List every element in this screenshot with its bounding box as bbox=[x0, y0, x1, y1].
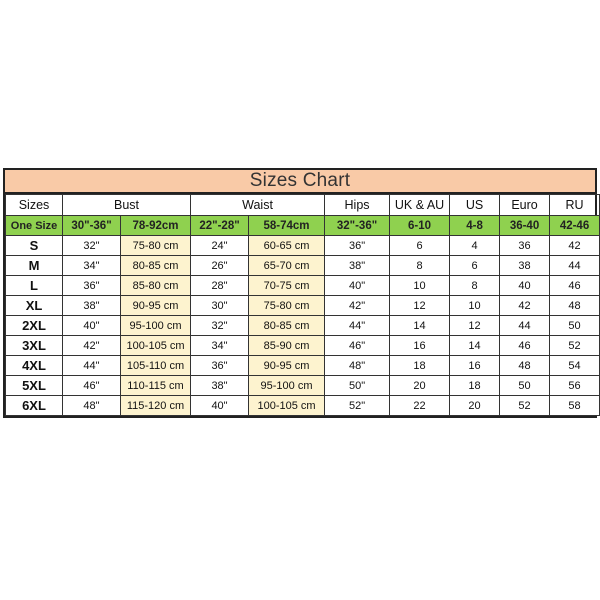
table-cell: 10 bbox=[450, 296, 500, 316]
table-cell: 4-8 bbox=[450, 216, 500, 236]
table-cell: 78-92cm bbox=[121, 216, 191, 236]
table-row bbox=[6, 396, 600, 416]
table-cell: 42" bbox=[325, 296, 390, 316]
table-cell: 18 bbox=[390, 356, 450, 376]
table-cell: 44 bbox=[500, 316, 550, 336]
table-cell: 32" bbox=[191, 316, 249, 336]
table-cell: 90-95 cm bbox=[249, 356, 325, 376]
table-cell: 44" bbox=[63, 356, 121, 376]
table-cell: 48" bbox=[325, 356, 390, 376]
table-cell: 100-105 cm bbox=[121, 336, 191, 356]
table-cell: 50" bbox=[325, 376, 390, 396]
table-cell: One Size bbox=[6, 216, 63, 236]
table-cell: 38" bbox=[325, 256, 390, 276]
table-cell: 34" bbox=[191, 336, 249, 356]
table-cell: 65-70 cm bbox=[249, 256, 325, 276]
header-waist: Waist bbox=[191, 195, 325, 216]
header-uk-au: UK & AU bbox=[390, 195, 450, 216]
table-row bbox=[6, 376, 600, 396]
header-euro: Euro bbox=[500, 195, 550, 216]
table-cell: 6 bbox=[390, 236, 450, 256]
table-cell: 105-110 cm bbox=[121, 356, 191, 376]
table-cell: 44" bbox=[325, 316, 390, 336]
header-bust: Bust bbox=[63, 195, 191, 216]
table-cell: 90-95 cm bbox=[121, 296, 191, 316]
table-cell: 58 bbox=[550, 396, 600, 416]
table-cell: 42 bbox=[550, 236, 600, 256]
table-row bbox=[6, 276, 600, 296]
size-label: 5XL bbox=[6, 376, 63, 396]
table-cell: 75-80 cm bbox=[249, 296, 325, 316]
table-cell: 18 bbox=[450, 376, 500, 396]
table-cell: 85-90 cm bbox=[249, 336, 325, 356]
table-cell: 40" bbox=[191, 396, 249, 416]
size-chart bbox=[3, 168, 597, 418]
table-cell: 42 bbox=[500, 296, 550, 316]
table-cell: 20 bbox=[450, 396, 500, 416]
table-cell: 46 bbox=[500, 336, 550, 356]
table-cell: 38 bbox=[500, 256, 550, 276]
table-cell: 85-80 cm bbox=[121, 276, 191, 296]
table-row bbox=[6, 356, 600, 376]
table-cell: 6 bbox=[450, 256, 500, 276]
table-cell: 42-46 bbox=[550, 216, 600, 236]
table-cell: 30"-36" bbox=[63, 216, 121, 236]
table-cell: 75-80 cm bbox=[121, 236, 191, 256]
table-cell: 100-105 cm bbox=[249, 396, 325, 416]
size-label: S bbox=[6, 236, 63, 256]
size-label: 2XL bbox=[6, 316, 63, 336]
table-cell: 50 bbox=[500, 376, 550, 396]
header-us: US bbox=[450, 195, 500, 216]
table-cell: 52 bbox=[500, 396, 550, 416]
size-label: XL bbox=[6, 296, 63, 316]
table-cell: 48 bbox=[550, 296, 600, 316]
header-sizes: Sizes bbox=[6, 195, 63, 216]
table-row bbox=[6, 256, 600, 276]
table-row bbox=[6, 296, 600, 316]
table-cell: 95-100 cm bbox=[121, 316, 191, 336]
table-cell: 22 bbox=[390, 396, 450, 416]
table-cell: 28" bbox=[191, 276, 249, 296]
table-cell: 46 bbox=[550, 276, 600, 296]
chart-title: Sizes Chart bbox=[5, 170, 595, 194]
table-cell: 40" bbox=[63, 316, 121, 336]
table-cell: 36 bbox=[500, 236, 550, 256]
table-cell: 58-74cm bbox=[249, 216, 325, 236]
table-cell: 48" bbox=[63, 396, 121, 416]
table-cell: 20 bbox=[390, 376, 450, 396]
size-label: M bbox=[6, 256, 63, 276]
table-cell: 42" bbox=[63, 336, 121, 356]
table-row bbox=[6, 336, 600, 356]
size-label: 6XL bbox=[6, 396, 63, 416]
table-cell: 14 bbox=[390, 316, 450, 336]
table-cell: 36" bbox=[191, 356, 249, 376]
header-ru: RU bbox=[550, 195, 600, 216]
table-cell: 44 bbox=[550, 256, 600, 276]
table-cell: 12 bbox=[450, 316, 500, 336]
table-cell: 40" bbox=[325, 276, 390, 296]
table-cell: 36" bbox=[63, 276, 121, 296]
table-cell: 34" bbox=[63, 256, 121, 276]
table-cell: 8 bbox=[450, 276, 500, 296]
table-row bbox=[6, 236, 600, 256]
table-cell: 46" bbox=[325, 336, 390, 356]
table-cell: 14 bbox=[450, 336, 500, 356]
table-cell: 80-85 cm bbox=[121, 256, 191, 276]
table-cell: 38" bbox=[191, 376, 249, 396]
table-cell: 52" bbox=[325, 396, 390, 416]
table-cell: 10 bbox=[390, 276, 450, 296]
size-label: 3XL bbox=[6, 336, 63, 356]
size-label: 4XL bbox=[6, 356, 63, 376]
table-cell: 50 bbox=[550, 316, 600, 336]
table-cell: 36-40 bbox=[500, 216, 550, 236]
table-cell: 115-120 cm bbox=[121, 396, 191, 416]
table-cell: 26" bbox=[191, 256, 249, 276]
table-cell: 4 bbox=[450, 236, 500, 256]
table-cell: 46" bbox=[63, 376, 121, 396]
table-cell: 24" bbox=[191, 236, 249, 256]
table-cell: 32"-36" bbox=[325, 216, 390, 236]
table-cell: 80-85 cm bbox=[249, 316, 325, 336]
table-cell: 70-75 cm bbox=[249, 276, 325, 296]
table-cell: 56 bbox=[550, 376, 600, 396]
table-cell: 54 bbox=[550, 356, 600, 376]
table-cell: 22"-28" bbox=[191, 216, 249, 236]
table-cell: 110-115 cm bbox=[121, 376, 191, 396]
table-cell: 95-100 cm bbox=[249, 376, 325, 396]
table-cell: 60-65 cm bbox=[249, 236, 325, 256]
table-row bbox=[6, 316, 600, 336]
table-cell: 52 bbox=[550, 336, 600, 356]
table-cell: 16 bbox=[450, 356, 500, 376]
size-label: L bbox=[6, 276, 63, 296]
table-cell: 36" bbox=[325, 236, 390, 256]
table-cell: 8 bbox=[390, 256, 450, 276]
table-cell: 40 bbox=[500, 276, 550, 296]
table-cell: 32" bbox=[63, 236, 121, 256]
size-table bbox=[5, 194, 600, 416]
table-cell: 12 bbox=[390, 296, 450, 316]
header-hips: Hips bbox=[325, 195, 390, 216]
header-row bbox=[6, 195, 600, 216]
table-cell: 6-10 bbox=[390, 216, 450, 236]
one-size-row bbox=[6, 216, 600, 236]
table-cell: 30" bbox=[191, 296, 249, 316]
table-cell: 48 bbox=[500, 356, 550, 376]
table-cell: 16 bbox=[390, 336, 450, 356]
table-cell: 38" bbox=[63, 296, 121, 316]
